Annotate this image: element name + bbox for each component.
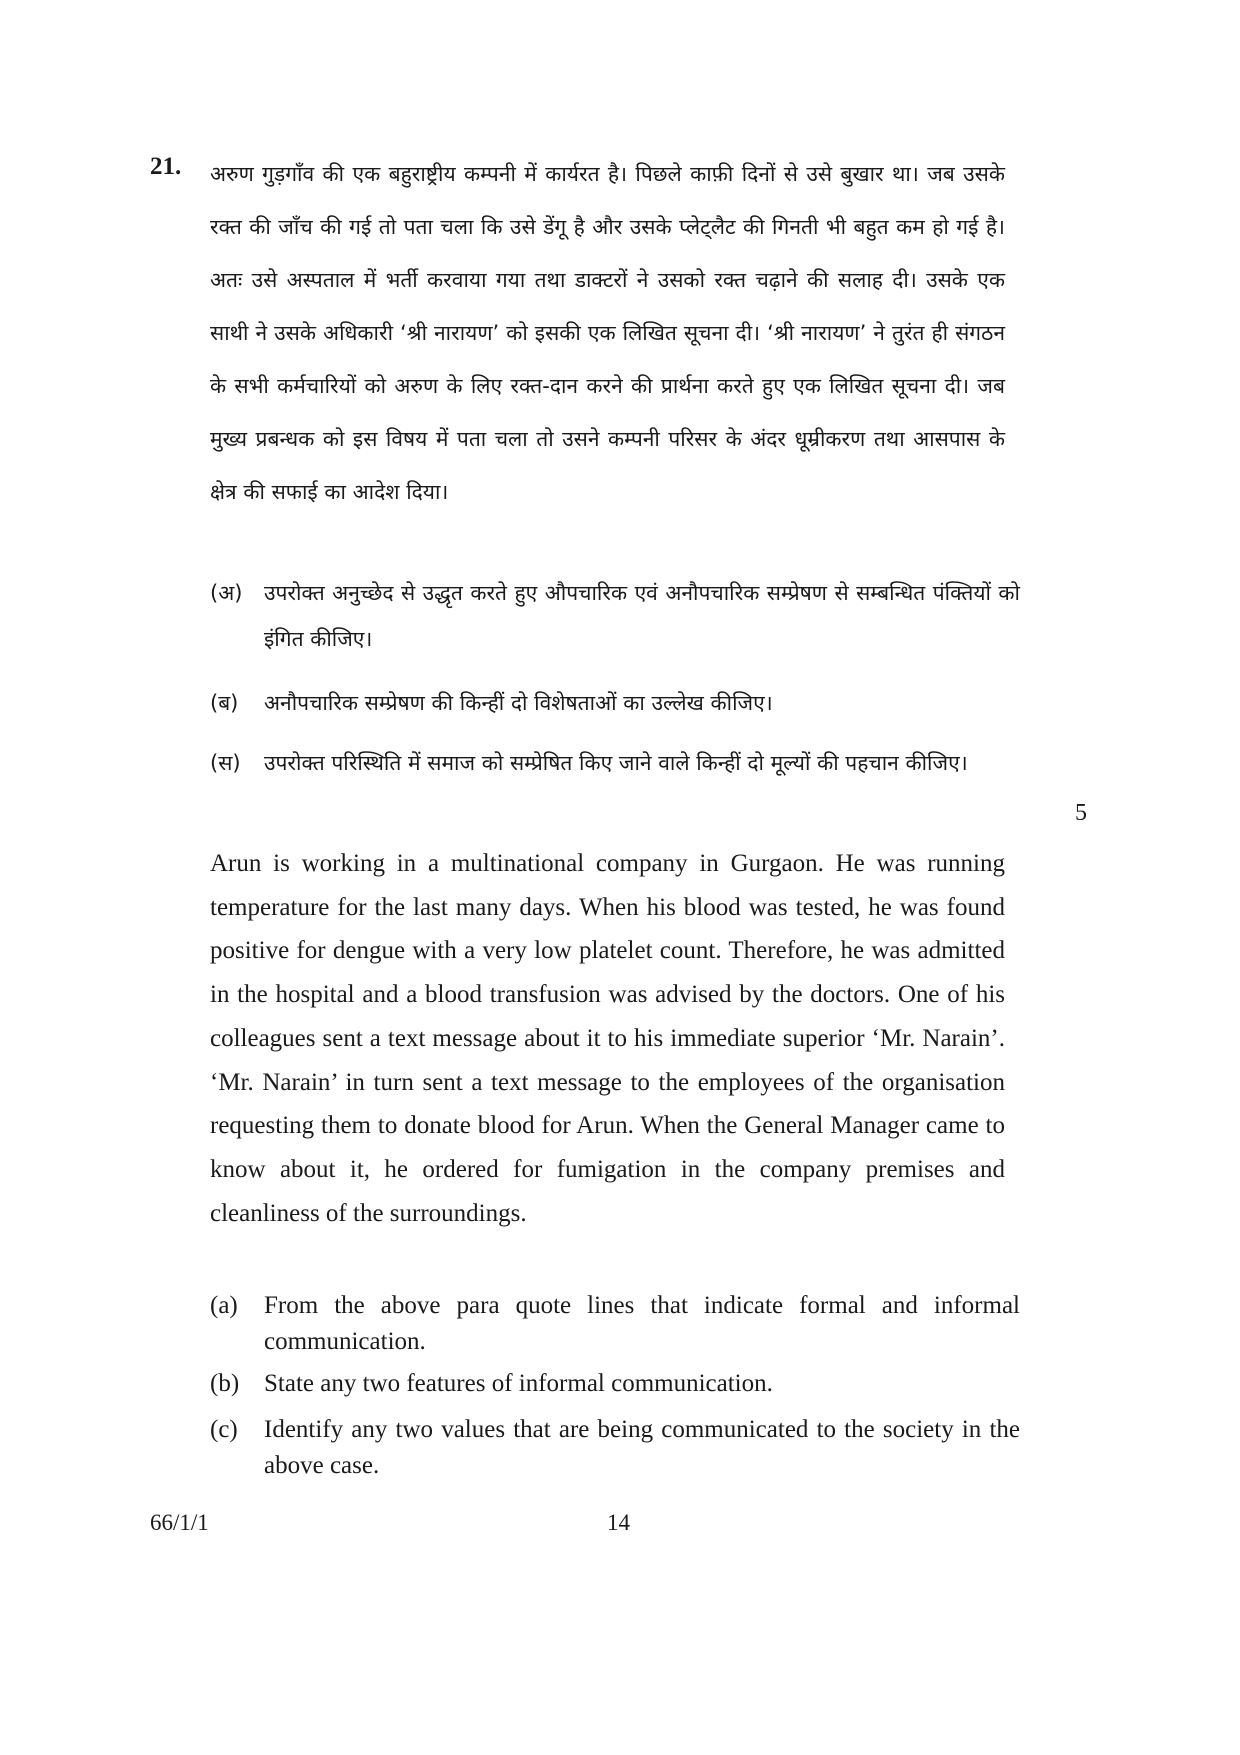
english-part-c <box>210 1412 1020 1484</box>
part-label: (ब) <box>210 691 239 715</box>
page-number: 14 <box>607 1510 630 1535</box>
part-text: From the above para quote lines that indicate formal and informal communication. <box>264 1292 1020 1355</box>
part-label: (b) <box>210 1370 240 1397</box>
hindi-part-a <box>210 570 1020 662</box>
paper-code: 66/1/1 <box>150 1510 209 1535</box>
english-paragraph: Arun is working in a multinational company in Gurgaon. He was running temperature for the last many days. When his blood was tested, he was found positive for dengue with a very low platelet count. Therefore, he was admitted in the hospital and a blood transfusion was advised by the doctors. One of his colleagues sent a text message about it to his immediate superior ‘Mr. Narain’. ‘Mr. Narain’ in turn sent a text message to the employees of the organisation requesting them to donate blood for Arun. When the General Manager came to know about it, he ordered for fumigation in the company premises and cleanliness of the surroundings. <box>210 850 1005 1227</box>
hindi-part-c <box>210 740 1020 786</box>
part-text: अनौपचारिक सम्प्रेषण की किन्हीं दो विशेषताओं का उल्लेख कीजिए। <box>264 691 773 715</box>
part-label: (c) <box>210 1416 238 1443</box>
part-text: Identify any two values that are being communicated to the society in the above case. <box>264 1416 1020 1479</box>
part-label: (अ) <box>210 581 243 605</box>
question-number: 21. <box>150 153 182 180</box>
english-part-b <box>210 1366 1020 1402</box>
english-part-a <box>210 1288 1020 1360</box>
marks: 5 <box>1075 800 1087 826</box>
hindi-part-b <box>210 680 1020 726</box>
part-text: उपरोक्त परिस्थिति में समाज को सम्प्रेषित किए जाने वाले किन्हीं दो मूल्यों की पहचान कीजिए। <box>264 751 968 775</box>
hindi-paragraph: अरुण गुड़गाँव की एक बहुराष्ट्रीय कम्पनी में कार्यरत है। पिछले काफ़ी दिनों से उसे बुखार था। जब उसके रक्त की जाँच की गई तो पता चला कि उसे डेंगू है और उसके प्लेट्लैट की गिनती भी बहुत कम हो गई है। अतः उसे अस्पताल में भर्ती करवाया गया तथा डाक्टरों ने उसको रक्त चढ़ाने की सलाह दी। उसके एक साथी ने उसके अधिकारी ‘श्री नारायण’ को इसकी एक लिखित सूचना दी। ‘श्री नारायण’ ने तुरंत ही संगठन के सभी कर्मचारियों को अरुण के लिए रक्त-दान करने की प्रार्थना करते हुए एक लिखित सूचना दी। जब मुख्य प्रबन्धक को इस विषय में पता चला तो उसने कम्पनी परिसर के अंदर धूम्रीकरण तथा आसपास के क्षेत्र की सफाई का आदेश दिया। <box>210 162 1005 504</box>
part-text: उपरोक्त अनुच्छेद से उद्धृत करते हुए औपचारिक एवं अनौपचारिक सम्प्रेषण से सम्बन्धित पंक्तियों को इंगित कीजिए। <box>264 581 1020 651</box>
part-text: State any two features of informal communication. <box>264 1370 773 1397</box>
part-label: (स) <box>210 751 241 775</box>
part-label: (a) <box>210 1292 238 1319</box>
